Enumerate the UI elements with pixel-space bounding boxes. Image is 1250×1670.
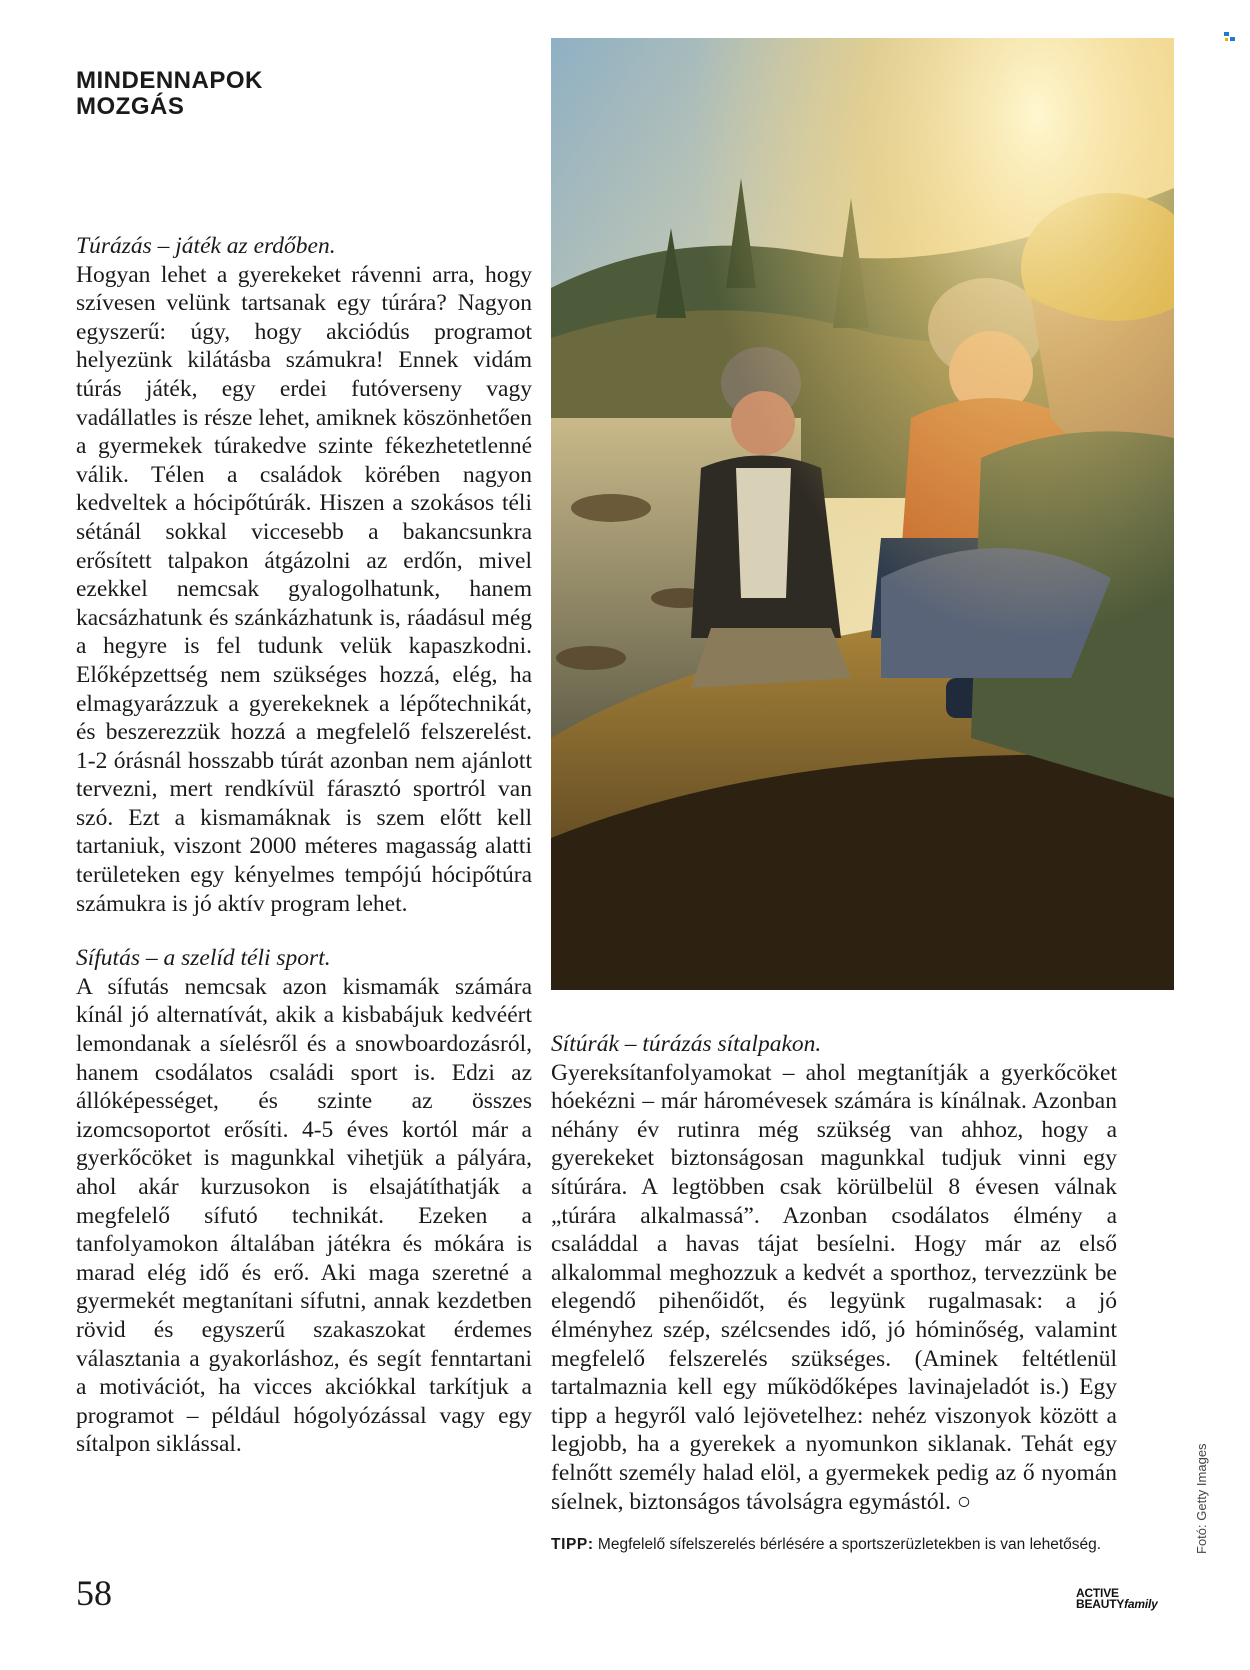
- photo-credit: [1194, 1424, 1224, 1554]
- section-label-line1: MINDENNAPOK: [76, 67, 263, 94]
- left-column: [76, 232, 532, 1459]
- paragraph-hiking: Hogyan lehet a gyerekeket rávenni arra, hogy szívesen velünk tartsanak egy túrára? Nagyon egyszerű: úgy, hogy akciódús programot helyezünk kilátásba számukra! Ennek vidám túrás játék, egy erdei futóverseny vagy vadállatles is része lehet, amiknek köszönhetően a gyermekek túrakedve szinte fékezhetetlenné válik. Télen a családok körében nagyon kedveltek a hócipőtúrák. Hiszen a szokásos téli sétánál sokkal viccesebb a bakancsunkra erősített talpakon átgázolni az erdőn, mivel ezekkel nemcsak gyalogolhatunk, hanem kacsázhatunk és szánkázhatunk is, ráadásul még a hegyre is fel tudunk velük kapaszkodni. Előképzettség nem szükséges hozzá, elég, ha elmagyarázzuk a gyerekeknek a lépőtechnikát, és beszerezzük hozzá a megfelelő felszerelést. 1-2 órásnál hosszabb túrát azonban nem ajánlott tervezni, mert rendkívül fárasztó sportról van szó. Ezt a kismamáknak is szem előtt kell tartaniuk, viszont 2000 méteres magasság alatti területeken egy kényelmes tempójú hócipőtúra számukra is jó aktív program lehet.: [76, 261, 532, 917]
- logo-line2: BEAUTY: [1076, 1597, 1125, 1611]
- paragraph-ski-touring: Gyereksítanfolyamokat – ahol megtanítják a gyerkőcöket hóekézni – már háromévesek számára is kínálnak. Azonban néhány év rutinra még szükség van ahhoz, hogy a gyerekeket biztonságosan magunkkal tudjuk vinni egy sítúrára. A legtöbben csak körülbelül 8 évesen válnak „túrára alkalmassá”. Azonban csodálatos élmény a családdal a havas tájat besíelni. Hogy már az első alkalommal meghozzuk a kedvét a sporthoz, tervezzünk be elegendő pihenőidőt, és legyünk rugalmasak: a jó élményhez szép, szélcsendes idő, jó hóminőség, valamint megfelelő felszerelés szükséges. (Aminek feltétlenül tartalmaznia kell egy működőképes lavinajeladót is.) Egy tipp a hegyről való lejövetelhez: nehéz viszonyok között a legjobb, ha a gyerekek a nyomunkon siklanak. Tehát egy felnőtt személy halad elöl, a gyermekek pedig az ő nyomán síelnek, biztonságos távolságra egymástól. ○: [551, 1059, 1117, 1515]
- section-title-hiking: Túrázás – játék az erdőben.: [76, 233, 336, 259]
- section-label-line2: MOZGÁS: [76, 93, 185, 120]
- tip-text: Megfelelő sífelszerelés bérlésére a sportszerüzletekben is van lehetőség.: [593, 1536, 1102, 1553]
- photo-credit-text: Fotó: Getty Images: [1194, 1443, 1209, 1554]
- corner-mark-icon: [1224, 32, 1236, 42]
- page-number: 58: [76, 1573, 112, 1613]
- right-column: [551, 1030, 1117, 1516]
- logo-line1: ACTIVE: [1076, 1586, 1119, 1600]
- paragraph-cross-country: A sífutás nemcsak azon kismamák számára kínál jó alternatívát, akik a kisbabájuk kedvéért lemondanak a síelésről és a snowboardozásról, hanem csodálatos családi sport is. Edzi az állóképességet, és szinte az összes izomcsoportot erősíti. 4-5 éves kortól már a gyerkőcöket is magunkkal vihetjük a pályára, ahol akár kurzusokon is elsajátíthatják a megfelelő sífutó technikát. Ezeken a tanfolyamokon általában játékra és mókára is marad elég idő és erő. Aki maga szeretné a gyermekét megtanítani sífutni, annak kezdetben rövid és egyszerű szakaszokat érdemes választania a gyakorláshoz, és segít fenntartani a motivációt, ha vicces akciókkal tarkítjuk a programot – például hógolyózással vagy egy sítalpon siklással.: [76, 973, 532, 1458]
- tip-box: [551, 1536, 1151, 1554]
- family-hiking-photo: [551, 38, 1174, 990]
- section-title-ski-touring: Sítúrák – túrázás sítalpakon.: [551, 1031, 822, 1057]
- magazine-logo: [1076, 1588, 1158, 1610]
- section-label: [76, 68, 263, 120]
- logo-line3: family: [1124, 1597, 1158, 1611]
- tip-label: TIPP:: [551, 1536, 594, 1553]
- photo-illustration: [551, 38, 1174, 990]
- section-title-cross-country: Sífutás – a szelíd téli sport.: [76, 945, 331, 972]
